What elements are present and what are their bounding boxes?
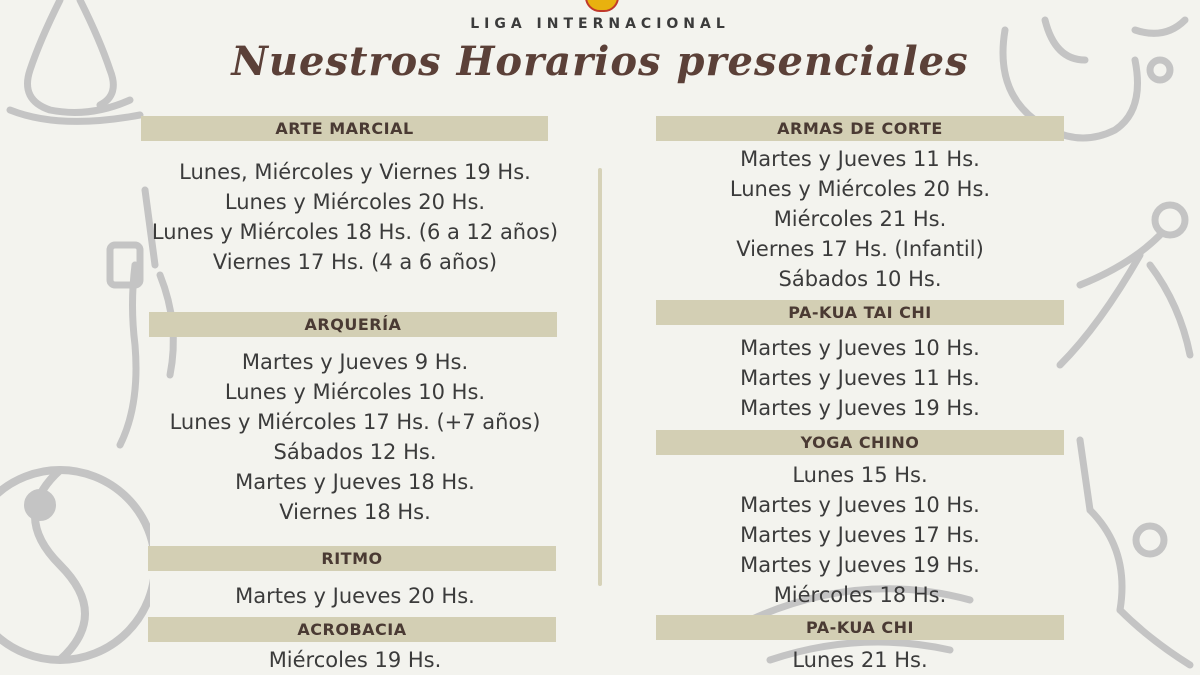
section-header-acrobacia: ACROBACIA <box>148 617 556 642</box>
league-name: LIGA INTERNACIONAL <box>470 16 730 32</box>
schedule-item: Lunes y Miércoles 20 Hs. <box>729 177 991 201</box>
schedule-item: Lunes 21 Hs. <box>792 648 928 672</box>
section-header-yoga-chino: YOGA CHINO <box>656 430 1064 455</box>
schedule-item: Martes y Jueves 18 Hs. <box>235 470 475 494</box>
schedule-item: Viernes 18 Hs. <box>279 500 431 524</box>
schedule-list-armas-de-corte <box>620 144 1100 294</box>
page-title: Nuestros Horarios presenciales <box>231 38 969 85</box>
schedule-item: Sábados 10 Hs. <box>778 267 942 291</box>
schedule-item: Martes y Jueves 11 Hs. <box>740 366 980 390</box>
schedule-item: Miércoles 18 Hs. <box>773 583 947 607</box>
schedule-item: Lunes y Miércoles 17 Hs. (+7 años) <box>169 410 541 434</box>
section-header-arqueria: ARQUERÍA <box>149 312 557 337</box>
section-header-arte-marcial: ARTE MARCIAL <box>141 116 548 141</box>
schedule-item: Martes y Jueves 17 Hs. <box>740 523 980 547</box>
section-header-armas-de-corte: ARMAS DE CORTE <box>656 116 1064 141</box>
schedule-item: Sábados 12 Hs. <box>273 440 437 464</box>
schedule-list-pa-kua-tai-chi <box>620 333 1100 423</box>
schedule-item: Lunes y Miércoles 10 Hs. <box>224 380 486 404</box>
schedule-list-pa-kua-chi <box>620 645 1100 675</box>
schedule-item: Viernes 17 Hs. (4 a 6 años) <box>212 250 498 274</box>
schedule-item: Martes y Jueves 19 Hs. <box>740 553 980 577</box>
schedule-item: Martes y Jueves 9 Hs. <box>241 350 469 374</box>
schedule-list-yoga-chino <box>620 460 1100 610</box>
schedule-list-arte-marcial <box>100 157 610 277</box>
section-header-pa-kua-chi: PA-KUA CHI <box>656 615 1064 640</box>
schedule-item: Martes y Jueves 10 Hs. <box>740 336 980 360</box>
section-header-ritmo: RITMO <box>148 546 556 571</box>
schedule-item: Lunes y Miércoles 18 Hs. (6 a 12 años) <box>151 220 559 244</box>
schedule-item: Miércoles 19 Hs. <box>268 648 442 672</box>
schedule-item: Viernes 17 Hs. (Infantil) <box>736 237 984 261</box>
league-logo <box>585 0 619 12</box>
section-header-pa-kua-tai-chi: PA-KUA TAI CHI <box>656 300 1064 325</box>
schedule-item: Martes y Jueves 11 Hs. <box>740 147 980 171</box>
schedule-list-ritmo <box>100 581 610 611</box>
schedule-item: Martes y Jueves 19 Hs. <box>740 396 980 420</box>
schedule-item: Miércoles 21 Hs. <box>773 207 947 231</box>
schedule-item: Lunes, Miércoles y Viernes 19 Hs. <box>179 160 531 184</box>
schedule-list-arqueria <box>100 347 610 527</box>
schedule-item: Martes y Jueves 10 Hs. <box>740 493 980 517</box>
schedule-item: Lunes 15 Hs. <box>792 463 928 487</box>
schedule-list-acrobacia <box>100 645 610 675</box>
schedule-item: Lunes y Miércoles 20 Hs. <box>224 190 486 214</box>
schedule-item: Martes y Jueves 20 Hs. <box>235 584 475 608</box>
